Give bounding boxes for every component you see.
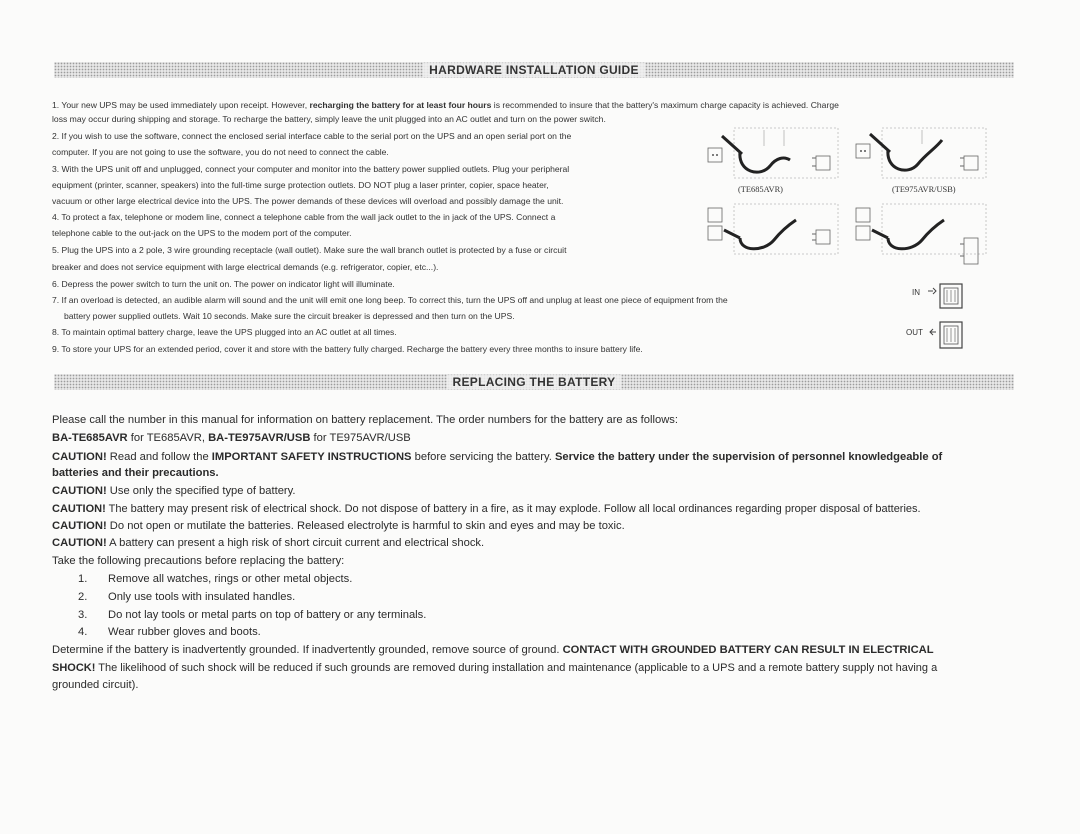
- jack-out-label: OUT: [906, 328, 923, 337]
- grounding-line-2: [52, 662, 937, 675]
- installation-title: HARDWARE INSTALLATION GUIDE: [423, 63, 645, 77]
- precaution-item-2: [78, 591, 295, 604]
- order-number-te685avr: BA-TE685AVR: [52, 432, 128, 444]
- step-4-line-1: 4. To protect a fax, telephone or modem line, connect a telephone cable from the wall jack outlet to the in jack of the UPS. Connect a: [52, 212, 556, 222]
- step-9: 9. To store your UPS for an extended period, cover it and store with the battery fully charged. Recharge the battery every three months to insure battery life.: [52, 344, 643, 354]
- step-3-line-2: equipment (printer, scanner, speakers) into the full-time surge protection outlets. DO NOT plug a laser printer, copier, space heater,: [52, 180, 549, 190]
- caution-1-text-a: Read and follow the: [106, 451, 212, 463]
- caution-1-line-2: [52, 467, 219, 480]
- caution-4: [52, 520, 625, 533]
- grounding-bold-1: CONTACT WITH GROUNDED BATTERY CAN RESULT IN ELECTRICAL: [562, 644, 934, 656]
- grounding-bold-2: SHOCK!: [52, 662, 96, 674]
- precaution-number-4: 4.: [78, 626, 88, 638]
- step-5-line-1: 5. Plug the UPS into a 2 pole, 3 wire grounding receptacle (wall outlet). Make sure the wall branch outlet is protected by a fuse or circuit: [52, 245, 567, 255]
- diagram-label-te685avr: (TE685AVR): [738, 185, 783, 194]
- caution-5-label: CAUTION!: [52, 537, 107, 549]
- precaution-item-4: [78, 626, 261, 639]
- battery-title: REPLACING THE BATTERY: [447, 375, 622, 389]
- precaution-item-1: [78, 573, 352, 586]
- precaution-text-4: Wear rubber gloves and boots.: [108, 626, 261, 638]
- diagram-te975avr-bottom: [852, 200, 992, 270]
- caution-4-label: CAUTION!: [52, 520, 107, 532]
- grounding-text-b: The likelihood of such shock will be reduced if such grounds are removed during installation and maintenance (applicable to a UPS and a remote battery supply not having a: [95, 662, 938, 674]
- caution-3: [52, 503, 921, 516]
- step-7-line-2: battery power supplied outlets. Wait 10 seconds. Make sure the circuit breaker is depressed and then turn on the UPS.: [64, 311, 515, 321]
- caution-1-label: CAUTION!: [52, 451, 107, 463]
- jack-in-diagram: [928, 282, 968, 310]
- caution-5-text: A battery can present a high risk of short circuit current and electrical shock.: [106, 537, 485, 549]
- battery-header-bar: [54, 374, 1014, 390]
- step-2-line-1: 2. If you wish to use the software, connect the enclosed serial interface cable to the serial port on the UPS and an open serial port on the: [52, 131, 572, 141]
- grounding-line-3: grounded circuit).: [52, 679, 139, 691]
- caution-3-label: CAUTION!: [52, 503, 106, 515]
- precautions-intro: Take the following precautions before replacing the battery:: [52, 555, 345, 567]
- battery-intro: Please call the number in this manual for information on battery replacement. The order numbers for the battery are as follows:: [52, 414, 678, 426]
- order-text-1: for TE685AVR,: [127, 432, 209, 444]
- precaution-item-3: [78, 609, 426, 622]
- precaution-text-3: Do not lay tools or metal parts on top of battery or any terminals.: [108, 609, 427, 621]
- diagram-label-te975avr: (TE975AVR/USB): [892, 185, 956, 194]
- step-1-line-2: loss may occur during shipping and storage. To recharge the battery, simply leave the unit plugged into an AC outlet and turn on the power switch.: [52, 114, 606, 124]
- step-8: 8. To maintain optimal battery charge, leave the UPS plugged into an AC outlet at all times.: [52, 327, 397, 337]
- caution-1-text-b: before servicing the battery.: [411, 451, 555, 463]
- caution-5: [52, 537, 484, 550]
- precaution-number-1: 1.: [78, 573, 88, 585]
- grounding-line-1: [52, 644, 934, 657]
- jack-out-diagram: [928, 320, 968, 350]
- grounding-text-a: Determine if the battery is inadvertently grounded. If inadvertently grounded, remove source of ground.: [52, 644, 563, 656]
- caution-1-bold-3: batteries and their precautions.: [52, 467, 219, 479]
- diagram-te685avr-bottom: [704, 200, 844, 258]
- step-7-line-1: 7. If an overload is detected, an audible alarm will sound and the unit will emit one long beep. To correct this, turn the UPS off and unplug at least one piece of equipment from the: [52, 295, 728, 305]
- precaution-number-2: 2.: [78, 591, 88, 603]
- diagram-te975avr-top: [852, 126, 992, 182]
- diagram-te685avr-top: [704, 126, 844, 182]
- caution-2: [52, 485, 296, 498]
- installation-header-bar: [54, 62, 1014, 78]
- step-2-line-2: computer. If you are not going to use the software, you do not need to connect the cable.: [52, 147, 389, 157]
- step-5-line-2: breaker and does not service equipment with large electrical demands (e.g. refrigerator, copier, etc...).: [52, 262, 439, 272]
- step-3-line-3: vacuum or other large electrical device into the UPS. The power demands of these devices will overload and possibly damage the unit.: [52, 196, 564, 206]
- precaution-text-1: Remove all watches, rings or other metal objects.: [108, 573, 353, 585]
- step-1-text-a: 1. Your new UPS may be used immediately upon receipt. However,: [52, 100, 310, 110]
- step-1-line-1: [52, 100, 839, 110]
- precaution-text-2: Only use tools with insulated handles.: [108, 591, 296, 603]
- step-3-line-1: 3. With the UPS unit off and unplugged, connect your computer and monitor into the battery power supplied outlets. Plug your peripheral: [52, 164, 570, 174]
- step-1-text-b: is recommended to insure that the battery's maximum charge capacity is achieved. Charge: [491, 100, 839, 110]
- caution-1-bold-1: IMPORTANT SAFETY INSTRUCTIONS: [211, 451, 412, 463]
- order-number-te975avr: BA-TE975AVR/USB: [208, 432, 311, 444]
- battery-order-numbers: [52, 432, 411, 445]
- caution-4-text: Do not open or mutilate the batteries. Released electrolyte is harmful to skin and eyes and may be toxic.: [106, 520, 625, 532]
- step-4-line-2: telephone cable to the out-jack on the UPS to the modem port of the computer.: [52, 228, 352, 238]
- caution-2-text: Use only the specified type of battery.: [106, 485, 296, 497]
- caution-3-text: The battery may present risk of electrical shock. Do not dispose of battery in a fire, as it may explode. Follow all local ordinances regarding proper disposal of batteries.: [105, 503, 921, 515]
- step-1-bold: recharging the battery for at least four hours: [309, 100, 492, 110]
- order-text-2: for TE975AVR/USB: [310, 432, 411, 444]
- step-6: 6. Depress the power switch to turn the unit on. The power on indicator light will illuminate.: [52, 279, 395, 289]
- jack-in-label: IN: [912, 288, 920, 297]
- caution-1-bold-2: Service the battery under the supervision of personnel knowledgeable of: [554, 451, 943, 463]
- caution-2-label: CAUTION!: [52, 485, 107, 497]
- precaution-number-3: 3.: [78, 609, 88, 621]
- caution-1-line-1: [52, 451, 942, 464]
